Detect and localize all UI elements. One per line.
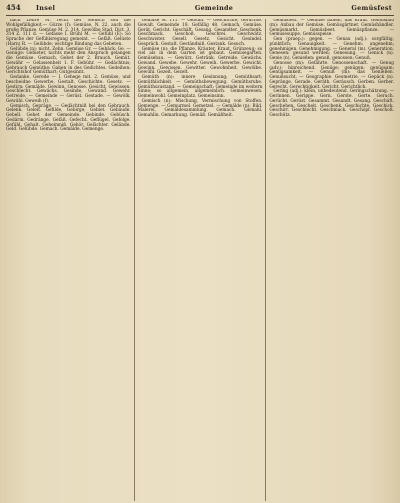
paragraph: nach Lehre M. recht der Mensch soll die Wohlgefälligkeit.— Gürze (f): Gemüse, N. 22, auch die große Pflanze. Gemüse M. 2. 314. Gewölbe Stad. Dict. 3, 314 Z. 111 d. — Gefässe I. Brühl M. — Gefühl (E): So Sprache der Gefühlsregung gemeint. — Gefäß. Gelüste (Harn) R. — Gelübde: wichtige Bindung das Gebeten.: [6, 19, 131, 47]
paragraph: Gering (adj.): klein, unbedeutend. Geringschätzung. — Gerinnen. Gerippe. Gern. Gerste. Gerte. Geruch. Gerücht. Gerüst. Gesammt. Gesandt. Gesang. Geschäft. Geschehen. Gescheit. Geschenk. Geschichte. Geschick. Geschirr. Geschlecht. Geschmack. Geschöpf. Geschoß. Geschütz.: [269, 89, 395, 118]
paragraph: Gen (praep.): gegen. — Genau (adj.): sorgfältig, pünktlich; Genauigkeit. — Genehm: angenehm; genehmigen. Genehmigung. — General (m). Generation. Genesen: gesund werden; Genesung. — Genick (n). Genie (n). Genießen: genoß, genossen; Genuß.: [269, 37, 395, 61]
text-columns: [6, 19, 394, 501]
paragraph: Gemisch. Gepräge, — Gedächtniß bei den Gebrauch. Gelenk. Geleit. Gefilde, Gebirge, Gebiet. Gebäude. Gebell. Gebet der Gemeinde. Gebinde. Gebüsch. Gedärm. Gedränge. Gefäß. Gefecht. Geflügel. Gefolge. Gefühl. Gehalt. Geheimniß. Gehör. Gelächter. Gelände. Geld. Gelübde. Gemach. Gemälde. Gemenge.: [6, 103, 131, 133]
page-header: [6, 3, 394, 16]
paragraph: Gelübde (n): nicht. Zehn. Gemüse Gr. — Gebäck: Ge. — Genüge: Gebieter, nichts mehr den Anspruch gelangen die Gemüse. Gemach, Gebet der 2. Brauch. Gemüt. Gewähr — Gelassenheit 1. F. Gebühr. — Gedächtnis; Gebrauch Gemüthe: Gaben in des Gedichtes. Gedeihen: Gerichtshof Gemüthart; Gutgesinnt.: [6, 46, 131, 76]
paragraph: Genosse (m): Gefährte. Genossenschaft. — Genug (adv.): hinreichend. Genüge; genügen; genügsam; Genügsamkeit. — Genuß (m): das Genießen. Genußsucht. — Geographie. Geometrie. — Gepäck (n). Gepränge. Gerade. Geräth. Geräusch. Gerben. Gerber. Gerecht. Gerechtigkeit. Gericht. Gerichtlich.: [269, 60, 395, 90]
header-center-keyword: Gemeinde: [194, 4, 234, 12]
text-column-2: [134, 19, 266, 501]
text-column-1: [6, 19, 134, 501]
paragraph: Gemüse (n): die Pflanze, Kräuter, Kraut, Grünzeug; so viel als in dem Garten ist gebaut. Gemüsegarten. Gemüsebau. — Gewürz. Getränk. Getreide. Gewächs. Gewand. Gewebe. Gewehr. Geweih. Gewerbe. Gewicht. Gewinn. Gewissen. Gewitter. Gewohnheit. Gewölbe. Gewühl. Gezeit. Gezelt.: [137, 46, 263, 76]
page-number: 454: [6, 3, 21, 12]
paragraph: Gemüsfest. — Gemüse bauen, das Kraut. Gemüsbau (m): Anbau der Gemüse. Gemüsgärtner. Gemüshändler. Gemüsmarkt. Gemüsbeet. Gemüspflanze. — Gemüsesuppe, Gemüsspeise.: [269, 19, 395, 38]
text-column-3: [265, 19, 394, 501]
paragraph: Gedanke. Gerede — I. Gehege mit. 2. Gemüse, und bescheidne Gewerbe, Gestalt. Geschichte. Gesetz. — Gestirn: Gemälde. Gewinn. Genosse. Gesicht, Gewissen. Geschlecht. Gewächs. Gesinde, Gewand. Gewehr. Getreide, — Gemeinde — Gerüst. Gestade. — Gewölk. Gewühl. Geweih (f).: [6, 75, 131, 104]
header-left-keyword: Insel: [36, 4, 56, 12]
header-right-keyword: Gemüsfest: [351, 4, 393, 12]
paragraph: Gemisch (n): Mischung, Vermischung von Stoffen. Gemenge. — Gemurmel. Gemetzel. — Gemälde (n): Bild. Malerei, Gemäldesammlung. Gemach. Gemahl. Gemahlin. Gemarkung. Gemäß. Gemäßheit.: [137, 98, 263, 118]
paragraph: Gemüth (n): innere Gesinnung; Gemüthsart; Gemüthlichkeit. — Gemüthsbewegung. Gemüthsruhe. Gemüthszustand. — Gemeinschaft: Gemeinde im weitern Sinne; so allgemein, allgemeinlich. Gemeinwesen. Gemeinwohl. Gemeinplatz. Gemeinsinn.: [137, 75, 263, 99]
paragraph: Gemüse M. 111. — Gebühr. — Geschichte, Gerüchte. Gewalt. Gemeinde 18. Gefällig 48. Gemach, Gemüse. Gerät, Gericht. Geschäft. Gesang. Gesandter. Geschenk. Geschmack. Geschoß. Geschrei. Geschwätz. Geschwister. Gesell. Gesetz. Gesicht. Gesindel. Gespräch. Gestalt. Geständniß. Gestank. Gesuch.: [137, 19, 263, 47]
